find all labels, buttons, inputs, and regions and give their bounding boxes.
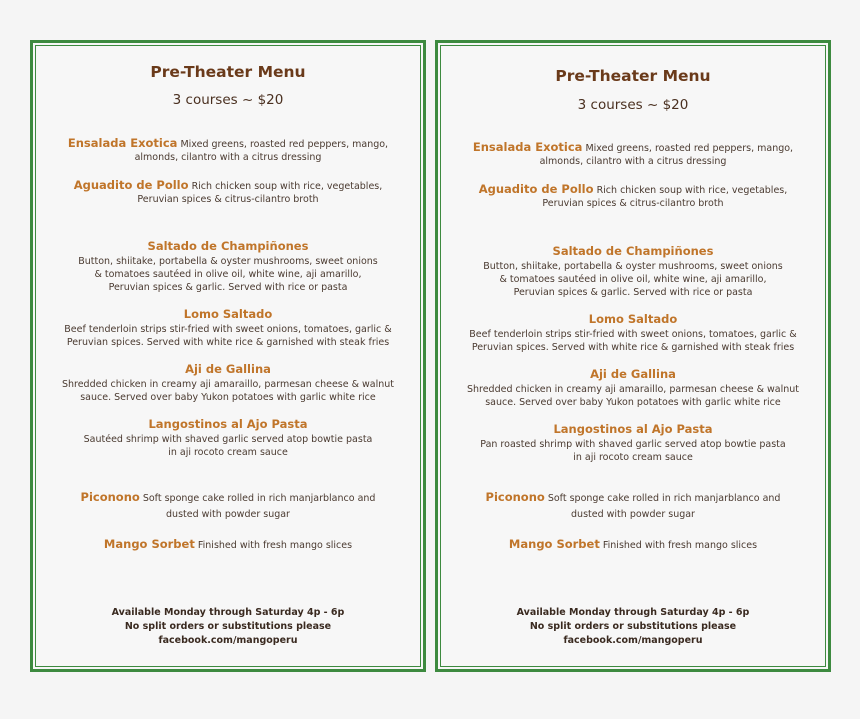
item-desc: Button, shiitake, portabella & oyster mushrooms, sweet onions — [78, 256, 378, 267]
menu-footer — [438, 606, 828, 648]
item-desc: Rich chicken soup with rice, vegetables, — [596, 185, 788, 196]
item-saltado — [438, 245, 828, 299]
item-saltado — [33, 240, 423, 294]
item-desc: in aji rocoto cream sauce — [168, 447, 288, 458]
item-desc: Finished with fresh mango slices — [602, 540, 758, 551]
item-name: Ensalada Exotica — [472, 140, 583, 154]
item-desc: Sautéed shrimp with shaved garlic served atop bowtie pasta — [83, 434, 373, 445]
item-lomo — [33, 308, 423, 349]
item-desc: dusted with powder sugar — [166, 509, 290, 520]
item-desc: Peruvian spices & citrus-cilantro broth — [542, 198, 724, 209]
item-desc: Button, shiitake, portabella & oyster mushrooms, sweet onions — [483, 261, 783, 272]
menu-title: Pre-Theater Menu — [555, 67, 711, 85]
item-ensalada — [438, 141, 828, 168]
item-name: Langostinos al Ajo Pasta — [553, 422, 713, 436]
item-aji — [438, 368, 828, 409]
item-name: Piconono — [485, 490, 545, 504]
item-desc: & tomatoes sautéed in olive oil, white wine, aji amarillo, — [94, 269, 362, 280]
item-desc: Beef tenderloin strips stir-fried with sweet onions, tomatoes, garlic & — [64, 324, 392, 335]
item-name: Saltado de Champiñones — [147, 239, 309, 253]
footer-social: facebook.com/mangoperu — [563, 635, 703, 646]
item-ensalada — [33, 137, 423, 164]
item-langostinos — [438, 423, 828, 464]
item-name: Saltado de Champiñones — [552, 244, 714, 258]
menu-price: 3 courses ~ $20 — [172, 92, 284, 108]
item-desc: Mixed greens, roasted red peppers, mango, — [180, 139, 389, 150]
footer-policy: No split orders or substitutions please — [124, 621, 332, 632]
item-picarones — [438, 489, 828, 523]
item-sorbet — [33, 538, 423, 552]
item-sorbet — [438, 538, 828, 552]
footer-policy: No split orders or substitutions please — [529, 621, 737, 632]
item-desc: Soft sponge cake rolled in rich manjarblanco and — [547, 493, 781, 504]
footer-social: facebook.com/mangoperu — [158, 635, 298, 646]
item-name: Langostinos al Ajo Pasta — [148, 417, 308, 431]
item-desc: Pan roasted shrimp with shaved garlic served atop bowtie pasta — [480, 439, 786, 450]
menu-title: Pre-Theater Menu — [150, 63, 306, 81]
item-desc: Finished with fresh mango slices — [197, 540, 353, 551]
item-desc: almonds, cilantro with a citrus dressing — [134, 152, 322, 163]
menu-price: 3 courses ~ $20 — [577, 97, 689, 113]
item-aji — [33, 363, 423, 404]
menu-footer — [33, 606, 423, 648]
item-name: Lomo Saltado — [183, 307, 273, 321]
item-name: Aguadito de Pollo — [73, 178, 189, 192]
item-desc: Beef tenderloin strips stir-fried with sweet onions, tomatoes, garlic & — [469, 329, 797, 340]
item-desc: Peruvian spices & garlic. Served with rice or pasta — [108, 282, 348, 293]
item-lomo — [438, 313, 828, 354]
item-name: Mango Sorbet — [103, 537, 195, 551]
item-name: Aguadito de Pollo — [478, 182, 594, 196]
menu-card-left — [30, 40, 426, 672]
item-name: Aji de Gallina — [590, 367, 676, 381]
item-desc: Peruvian spices. Served with white rice & garnished with steak fries — [66, 337, 390, 348]
item-desc: Mixed greens, roasted red peppers, mango, — [585, 143, 794, 154]
footer-hours: Available Monday through Saturday 4p - 6p — [516, 607, 750, 618]
item-name: Mango Sorbet — [508, 537, 600, 551]
item-langostinos — [33, 418, 423, 459]
item-desc: Shredded chicken in creamy aji amaraillo, parmesan cheese & walnut — [61, 379, 395, 390]
item-desc: Peruvian spices & garlic. Served with rice or pasta — [513, 287, 753, 298]
item-desc: Peruvian spices. Served with white rice & garnished with steak fries — [471, 342, 795, 353]
item-desc: almonds, cilantro with a citrus dressing — [539, 156, 727, 167]
item-name: Aji de Gallina — [185, 362, 271, 376]
item-desc: sauce. Served over baby Yukon potatoes with garlic white rice — [485, 397, 781, 408]
item-picarones — [33, 489, 423, 523]
item-desc: & tomatoes sautéed in olive oil, white wine, aji amarillo, — [499, 274, 767, 285]
item-name: Ensalada Exotica — [67, 136, 178, 150]
item-name: Piconono — [80, 490, 140, 504]
item-desc: in aji rocoto cream sauce — [573, 452, 693, 463]
item-desc: dusted with powder sugar — [571, 509, 695, 520]
item-desc: Peruvian spices & citrus-cilantro broth — [137, 194, 319, 205]
item-name: Lomo Saltado — [588, 312, 678, 326]
item-desc: Soft sponge cake rolled in rich manjarblanco and — [142, 493, 376, 504]
item-desc: sauce. Served over baby Yukon potatoes with garlic white rice — [80, 392, 376, 403]
item-desc: Rich chicken soup with rice, vegetables, — [191, 181, 383, 192]
menu-card-right — [435, 40, 831, 672]
item-aguadito — [33, 179, 423, 206]
item-desc: Shredded chicken in creamy aji amaraillo, parmesan cheese & walnut — [466, 384, 800, 395]
item-aguadito — [438, 183, 828, 210]
footer-hours: Available Monday through Saturday 4p - 6p — [111, 607, 345, 618]
